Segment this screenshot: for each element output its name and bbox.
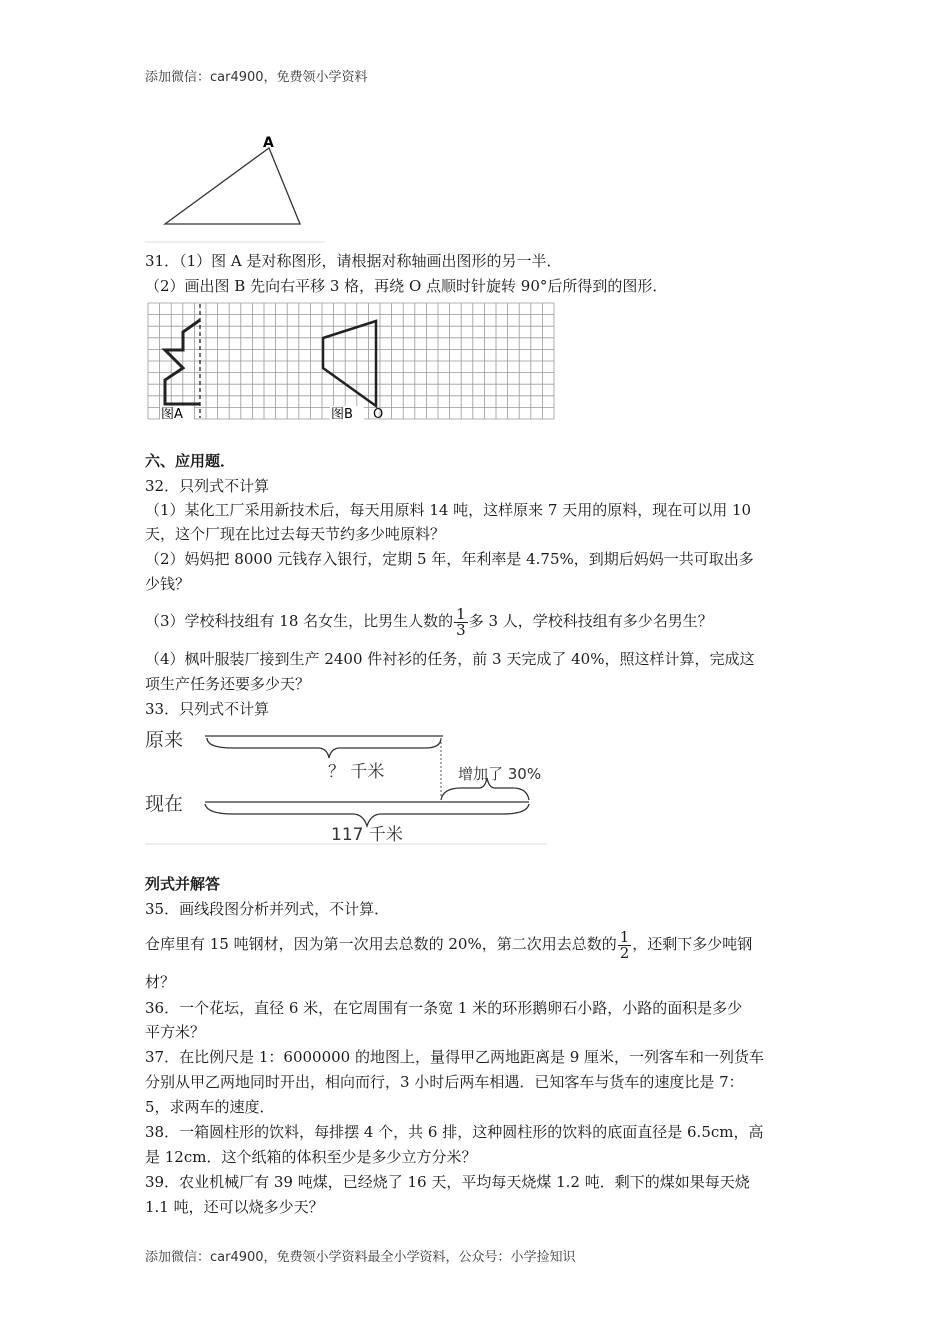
q36-line1: 36．一个花坛，直径 6 米，在它周围有一条宽 1 米的环形鹅卵石小路，小路的面积是多少 xyxy=(145,999,743,1017)
q39-line1: 39．农业机械厂有 39 吨煤，已经烧了 16 天，平均每天烧煤 1.2 吨．剩下的煤如果每天烧 xyxy=(145,1173,750,1191)
q39-line2: 1.1 吨，还可以烧多少天？ xyxy=(145,1198,324,1216)
diagram-label-original: 原来 xyxy=(145,729,184,751)
q31-line2: （2）画出图 B 先向右平移 3 格，再绕 O 点顺时针旋转 90°后所得到的图形． xyxy=(145,277,668,295)
triangle-figure xyxy=(145,128,335,246)
q37-line2: 分别从甲乙两地同时开出，相向而行，3 小时后两车相遇．已知客车与货车的速度比是 7： xyxy=(145,1073,744,1091)
diagram-label-now: 现在 xyxy=(145,793,184,815)
q32-p3: （3）学校科技组有 18 名女生，比男生人数的 $\frac{1}{3}$ 多 3 人，学校科技组有多少名男生？ xyxy=(145,604,713,639)
triangle-shape xyxy=(165,148,300,224)
triangle-label: A xyxy=(263,135,274,151)
q33-title: 33．只列式不计算 xyxy=(145,700,270,718)
grid-lines xyxy=(148,303,554,419)
q35-text-end: 材？ xyxy=(145,973,176,991)
q32-p4a: （4）枫叶服装厂接到生产 2400 件衬衫的任务，前 3 天完成了 40%，照这样计算，完成这 xyxy=(145,650,755,668)
q31-line1: 31．（1）图 A 是对称图形，请根据对称轴画出图形的另一半． xyxy=(145,252,562,270)
q32-p4b: 项生产任务还要多少天？ xyxy=(145,675,311,693)
q38-line2: 是 12cm．这个纸箱的体积至少是多少立方分米？ xyxy=(145,1148,477,1166)
q35-title: 35．画线段图分析并列式，不计算． xyxy=(145,900,390,918)
q37-line1: 37．在比例尺是 1：6000000 的地图上，量得甲乙两地距离是 9 厘米，一列客车和一列货车 xyxy=(145,1048,765,1066)
q32-p2b: 少钱？ xyxy=(145,575,191,593)
page-header: 添加微信：car4900，免费领小学资料 xyxy=(145,70,368,85)
diagram-label-unknown: ？ 千米 xyxy=(328,762,385,782)
calc-section-heading: 列式并解答 xyxy=(145,875,221,893)
q32-p1b: 天，这个厂现在比过去每天节约多少吨原料？ xyxy=(145,525,446,543)
diagram-label-increase: 增加了 30% xyxy=(458,765,542,783)
q32-title: 32．只列式不计算 xyxy=(145,477,270,495)
q35-text: 仓库里有 15 吨钢材，因为第一次用去总数的 20%，第二次用去总数的 $\frac{1}{2}$ ，还剩下多少吨钢 xyxy=(145,927,753,962)
q32-p1a: （1）某化工厂采用新技术后，每天用原料 14 吨，这样原来 7 天用的原料，现在可以用 10 xyxy=(145,501,752,519)
q36-line2: 平方米？ xyxy=(145,1023,206,1041)
fraction-one-third: $\frac{1}{3}$ xyxy=(456,604,466,639)
section6-heading: 六、应用题． xyxy=(145,452,236,470)
figure-b-label: 图B xyxy=(331,407,353,422)
grid-figure xyxy=(147,302,557,424)
fraction-one-half: $\frac{1}{2}$ xyxy=(619,927,630,962)
figure-a-label: 图A xyxy=(161,407,183,422)
diagram-label-total: 117 千米 xyxy=(331,825,403,845)
original-brace xyxy=(207,738,441,758)
point-o-label: O xyxy=(373,407,384,422)
q37-line3: 5，求两车的速度． xyxy=(145,1098,275,1116)
q38-line1: 38．一箱圆柱形的饮料，每排摆 4 个，共 6 排，这种圆柱形的饮料的底面直径是 6.5cm，高 xyxy=(145,1123,764,1141)
page-footer: 添加微信：car4900，免费领小学资料最全小学资料，公众号：小学捡知识 xyxy=(145,1250,576,1265)
q32-p2a: （2）妈妈把 8000 元钱存入银行，定期 5 年，年利率是 4.75%，到期后妈妈一共可取出多 xyxy=(145,550,754,568)
segment-diagram xyxy=(143,722,553,846)
total-brace xyxy=(205,804,529,826)
